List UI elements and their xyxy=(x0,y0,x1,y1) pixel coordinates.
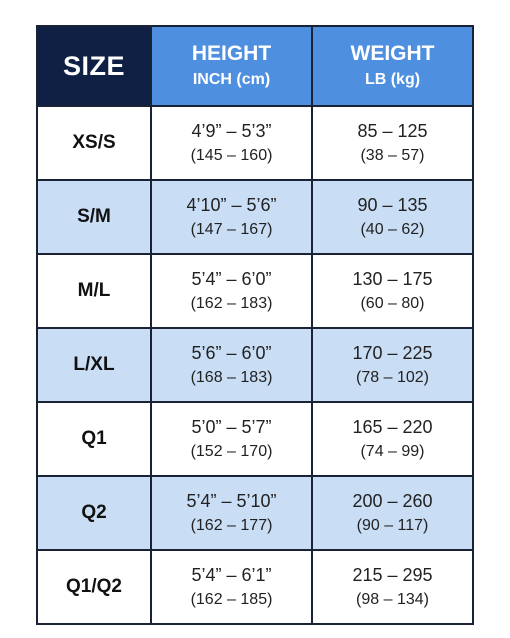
height-inch: 5’0” – 5’7” xyxy=(191,417,272,437)
table-row xyxy=(37,106,473,180)
weight-lb: 85 – 125 xyxy=(357,121,428,141)
size-cell: Q1/Q2 xyxy=(37,550,151,624)
size-cell: XS/S xyxy=(37,106,151,180)
height-inch: 5’6” – 6’0” xyxy=(191,343,272,363)
height-cell xyxy=(151,476,312,550)
height-cell xyxy=(151,106,312,180)
size-column-header: SIZE xyxy=(37,26,151,106)
table-row xyxy=(37,402,473,476)
weight-cell xyxy=(312,550,473,624)
height-cell xyxy=(151,328,312,402)
weight-cell xyxy=(312,402,473,476)
height-cell xyxy=(151,402,312,476)
weight-lb: 200 – 260 xyxy=(352,491,433,511)
height-inch: 5’4” – 6’0” xyxy=(191,269,272,289)
weight-lb: 165 – 220 xyxy=(352,417,433,437)
weight-kg: (40 – 62) xyxy=(360,221,425,238)
size-cell: Q2 xyxy=(37,476,151,550)
height-cm: (168 – 183) xyxy=(190,369,273,386)
size-cell: Q1 xyxy=(37,402,151,476)
weight-cell xyxy=(312,106,473,180)
height-inch: 4’9” – 5’3” xyxy=(191,121,272,141)
weight-cell xyxy=(312,328,473,402)
size-cell: S/M xyxy=(37,180,151,254)
height-cm: (162 – 177) xyxy=(190,517,273,534)
weight-unit: LB (kg) xyxy=(364,71,421,88)
height-cm: (162 – 183) xyxy=(190,295,273,312)
weight-column-header xyxy=(312,26,473,106)
table-row xyxy=(37,254,473,328)
weight-lb: 215 – 295 xyxy=(352,565,433,585)
height-cell xyxy=(151,550,312,624)
weight-kg: (38 – 57) xyxy=(360,147,425,164)
height-inch: 5’4” – 6’1” xyxy=(191,565,272,585)
height-cell xyxy=(151,180,312,254)
weight-cell xyxy=(312,476,473,550)
height-cm: (147 – 167) xyxy=(190,221,273,238)
weight-cell xyxy=(312,180,473,254)
table-row xyxy=(37,550,473,624)
height-cell xyxy=(151,254,312,328)
height-inch: 4’10” – 5’6” xyxy=(186,195,277,215)
weight-kg: (90 – 117) xyxy=(356,517,429,534)
weight-lb: 90 – 135 xyxy=(357,195,428,215)
size-cell: L/XL xyxy=(37,328,151,402)
height-inch: 5’4” – 5’10” xyxy=(186,491,277,511)
header-row xyxy=(37,26,473,106)
height-title: HEIGHT xyxy=(191,42,272,65)
height-unit: INCH (cm) xyxy=(192,71,271,88)
table-row xyxy=(37,328,473,402)
size-cell: M/L xyxy=(37,254,151,328)
height-cm: (145 – 160) xyxy=(190,147,273,164)
height-cm: (162 – 185) xyxy=(190,591,273,608)
weight-cell xyxy=(312,254,473,328)
table-row xyxy=(37,476,473,550)
weight-kg: (74 – 99) xyxy=(360,443,425,460)
weight-kg: (98 – 134) xyxy=(356,591,429,608)
height-column-header xyxy=(151,26,312,106)
size-chart-table xyxy=(36,25,474,625)
weight-lb: 130 – 175 xyxy=(352,269,433,289)
table-row xyxy=(37,180,473,254)
height-cm: (152 – 170) xyxy=(190,443,273,460)
weight-kg: (60 – 80) xyxy=(360,295,425,312)
weight-title: WEIGHT xyxy=(350,42,435,65)
weight-kg: (78 – 102) xyxy=(356,369,429,386)
weight-lb: 170 – 225 xyxy=(352,343,433,363)
